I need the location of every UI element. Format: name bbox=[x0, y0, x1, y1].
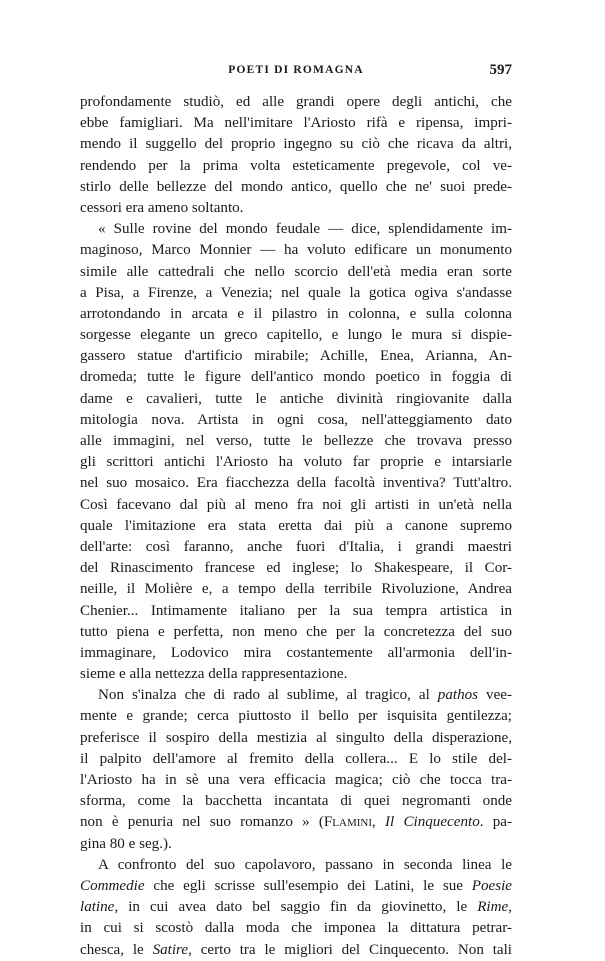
text-line: dell'arte: così faranno, anche fuori d'Italia, i grandi maestri bbox=[80, 538, 512, 555]
text-line: sforma, come la bacchetta incantata di quei negromanti onde bbox=[80, 793, 512, 810]
italic-term: pathos bbox=[437, 687, 479, 704]
work-title: Commedie bbox=[80, 877, 145, 894]
text-line: mente e grande; cerca piuttosto il bello per isquisita gentilezza; bbox=[80, 708, 512, 725]
running-title: POETI DI ROMAGNA bbox=[228, 64, 364, 76]
text-line: ebbe famigliari. Ma nell'imitare l'Ariosto rifà e ripensa, impri- bbox=[80, 115, 512, 132]
text-run: Non s'inalza che di rado al sublime, al tragico, al bbox=[98, 687, 438, 704]
text-line: Così facevano dal più al meno fra noi gli artisti in un'età nella bbox=[80, 496, 512, 513]
text-line: a Pisa, a Firenze, a Venezia; nel quale la gotica ogiva s'andasse bbox=[80, 284, 512, 301]
text-run: che egli scrisse sull'esempio dei Latini, le sue bbox=[144, 877, 472, 894]
text-line: l'Ariosto ha in sè una vera efficacia magica; ciò che tocca tra- bbox=[80, 772, 512, 788]
text-line: Chenier... Intimamente italiano per la sua tempra artistica in bbox=[80, 602, 512, 619]
text-line: « Sulle rovine del mondo feudale — dice, splendidamente im- bbox=[98, 221, 512, 238]
text-run: , bbox=[372, 814, 386, 831]
text-line: maginoso, Marco Monnier — ha voluto edificare un monumento bbox=[80, 242, 512, 259]
text-line: sieme e alla nettezza della rappresentazione. bbox=[80, 666, 348, 683]
cited-title: Il Cinquecento bbox=[385, 814, 480, 831]
text-line: in cui si scostò dalla moda che imponea la dittatura petrar- bbox=[80, 920, 512, 937]
text-run: vee- bbox=[478, 687, 512, 704]
text-line bbox=[80, 876, 512, 897]
text-line: A confronto del suo capolavoro, passano in seconda linea le bbox=[98, 856, 512, 873]
text-line: gassero statue d'artificio mirabile; Achille, Enea, Arianna, An- bbox=[80, 348, 512, 365]
text-line: quale l'imitazione era stata eretta dai più a canone supremo bbox=[80, 517, 512, 534]
text-line: rendendo per la prima volta esteticamente pregevole, col ve- bbox=[80, 157, 512, 174]
text-line bbox=[80, 940, 512, 961]
text-line bbox=[80, 685, 512, 706]
page-header bbox=[80, 64, 512, 84]
text-run: non è penuria nel suo romanzo » ( bbox=[80, 814, 324, 831]
text-line: neille, il Molière e, a tempo della terribile Rivoluzione, Andrea bbox=[80, 581, 512, 598]
text-run: , bbox=[508, 899, 512, 916]
page-number: 597 bbox=[489, 62, 512, 78]
text-line: sorgesse elegante un greco capitello, e lungo le mura si dispie- bbox=[80, 327, 512, 344]
text-line: cessori era ameno soltanto. bbox=[80, 199, 244, 216]
text-line: simile alle cattedrali che nello scorcio dell'età media eran sorte bbox=[80, 263, 512, 280]
text-line: gina 80 e seg.). bbox=[80, 835, 172, 852]
text-line: dame e cavalieri, tutte le antiche divinità ringiovanite dalla bbox=[80, 390, 512, 407]
text-run: , certo tra le migliori del Cinquecento. Non tali bbox=[188, 941, 512, 958]
text-line: gli scrittori antichi l'Ariosto ha voluto far proprie e intarsiarle bbox=[80, 454, 512, 471]
text-run: , in cui avea dato bel saggio fin da giovinetto, le bbox=[114, 899, 478, 916]
text-line bbox=[80, 897, 512, 918]
text-line: mitologia nova. Artista in ogni cosa, nell'atteggiamento dato bbox=[80, 411, 512, 428]
text-run: . pa- bbox=[479, 814, 512, 831]
text-line: tutto piena e perfetta, non meno che per la concretezza del suo bbox=[80, 623, 512, 640]
work-title: Satire bbox=[152, 941, 189, 958]
work-title: Rime bbox=[477, 899, 509, 916]
cited-author: Flamini bbox=[323, 814, 373, 831]
work-title: latine bbox=[80, 899, 115, 916]
text-line: preferisce il sospiro della mestizia al singulto della disperazione, bbox=[80, 729, 512, 746]
text-line: il palpito dell'amore al fremito della collera... E lo stile del- bbox=[80, 750, 512, 767]
text-line: alle immagini, nel verso, tutte le bellezze che trovava presso bbox=[80, 433, 512, 449]
text-run: chesca, le bbox=[80, 941, 153, 958]
body-text bbox=[80, 92, 512, 961]
text-line: mendo il suggello del proprio ingegno su ciò che ricava da altri, bbox=[80, 136, 512, 153]
text-line bbox=[80, 812, 512, 833]
text-line: immaginare, Lodovico mira costantemente all'armonia dell'in- bbox=[80, 644, 512, 661]
text-line: nel suo mosaico. Era fiacchezza della facoltà inventiva? Tutt'altro. bbox=[80, 475, 512, 492]
text-line: arrotondando in arcata e il pilastro in colonna, e sulla colonna bbox=[80, 305, 512, 322]
text-line: dromeda; tutte le figure dell'antico mondo poetico in foggia di bbox=[80, 369, 512, 386]
work-title: Poesie bbox=[471, 877, 512, 894]
text-line: stirlo delle bellezze del mondo antico, quello che ne' suoi prede- bbox=[80, 178, 512, 195]
text-line: del Rinascimento francese ed inglese; lo Shakespeare, il Cor- bbox=[80, 560, 512, 577]
text-line: profondamente studiò, ed alle grandi opere degli antichi, che bbox=[80, 94, 512, 110]
